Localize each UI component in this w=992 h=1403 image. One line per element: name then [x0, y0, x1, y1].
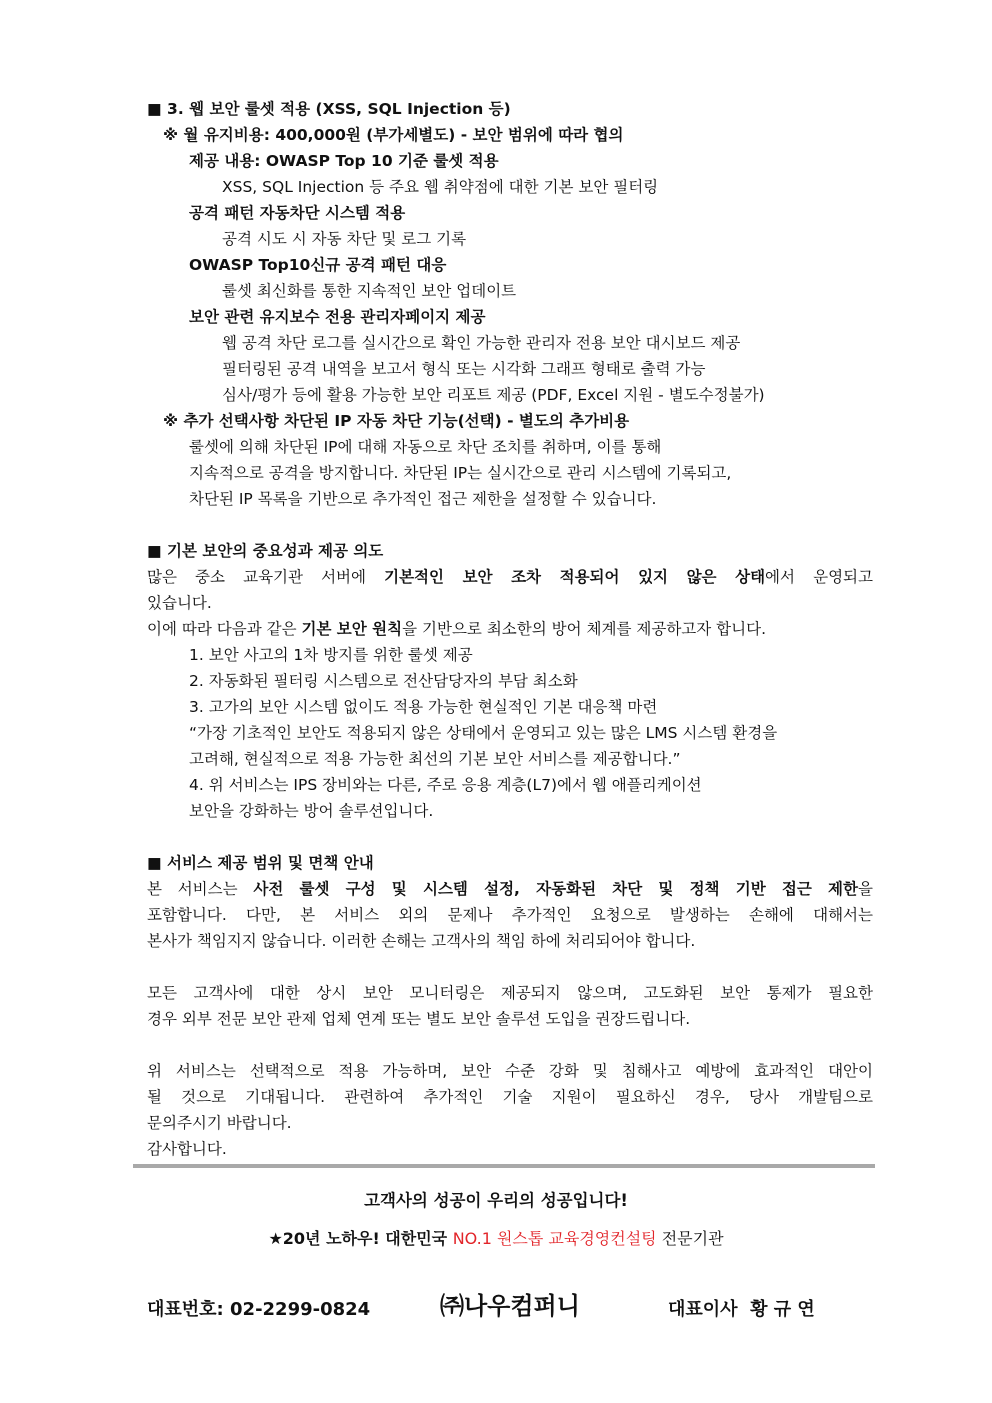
quote-line: 고려해, 현실적으로 적용 가능한 최선의 기본 보안 서비스를 제공합니다.”	[189, 750, 681, 768]
list-item: 3. 고가의 보안 시스템 없이도 적용 가능한 현실적인 기본 대응책 마련	[189, 698, 658, 716]
list-item: 4. 위 서비스는 IPS 장비와는 다른, 주로 응용 계층(L7)에서 웹 애플리케이션	[189, 776, 702, 794]
basic-security-heading: ■ 기본 보안의 중요성과 제공 의도	[147, 542, 384, 560]
item-title: OWASP Top10신규 공격 패턴 대응	[189, 256, 447, 274]
section-3-heading: ■ 3. 웹 보안 룰셋 적용 (XSS, SQL Injection 등)	[147, 100, 511, 118]
list-item: 1. 보안 사고의 1차 방지를 위한 룰셋 제공	[189, 646, 473, 664]
tagline: ★20년 노하우! 대한민국 NO.1 원스톱 교육경영컨설팅 전문기관	[268, 1229, 724, 1248]
service-scope-heading: ■ 서비스 제공 범위 및 면책 안내	[147, 854, 374, 872]
paragraph-line: 경우 외부 전문 보안 관제 업체 연계 또는 별도 보안 솔루션 도입을 권장드립니다.	[147, 1010, 691, 1028]
paragraph-line: 문의주시기 바랍니다.	[147, 1114, 292, 1132]
paragraph-line: 위 서비스는 선택적으로 적용 가능하며, 보안 수준 강화 및 침해사고 예방에 효과적인 대안이	[147, 1062, 873, 1080]
item-desc: XSS, SQL Injection 등 주요 웹 취약점에 대한 기본 보안 필터링	[222, 178, 659, 196]
quote-line: “가장 기초적인 보안도 적용되지 않은 상태에서 운영되고 있는 많은 LMS 시스템 환경을	[189, 724, 778, 742]
ceo-name: 대표이사 황 규 연	[668, 1299, 815, 1320]
item-title: 제공 내용: OWASP Top 10 기준 룰셋 적용	[189, 152, 499, 170]
paragraph-line: 본 서비스는 사전 룰셋 구성 및 시스템 설정, 자동화된 차단 및 정책 기반 접근 제한을	[147, 880, 873, 898]
item-desc: 웹 공격 차단 로그를 실시간으로 확인 가능한 관리자 전용 보안 대시보드 제공	[222, 334, 741, 352]
paragraph-line: 이에 따라 다음과 같은 기본 보안 원칙을 기반으로 최소한의 방어 체계를 제공하고자 합니다.	[147, 620, 767, 638]
paragraph-line: 포함합니다. 다만, 본 서비스 외의 문제나 추가적인 요청으로 발생하는 손해에 대해서는	[147, 906, 873, 924]
paragraph-line: 될 것으로 기대됩니다. 관련하여 추가적인 기술 지원이 필요하신 경우, 당사 개발팀으로	[147, 1088, 873, 1106]
monthly-cost-note: ※ 월 유지비용: 400,000원 (부가세별도) - 보안 범위에 따라 협의	[163, 126, 624, 144]
paragraph-line: 모든 고객사에 대한 상시 보안 모니터링은 제공되지 않으며, 고도화된 보안 통제가 필요한	[147, 984, 873, 1002]
phone-number: 대표번호: 02-2299-0824	[147, 1299, 371, 1320]
company-name: ㈜나우컴퍼니	[440, 1292, 580, 1320]
item-desc: 룰셋 최신화를 통한 지속적인 보안 업데이트	[222, 282, 517, 300]
slogan: 고객사의 성공이 우리의 성공입니다!	[364, 1191, 628, 1210]
note-line: 지속적으로 공격을 방지합니다. 차단된 IP는 실시간으로 관리 시스템에 기록되고,	[189, 464, 732, 482]
list-item: 보안을 강화하는 방어 솔루션입니다.	[189, 802, 434, 820]
paragraph-line: 있습니다.	[147, 594, 212, 612]
item-desc: 필터링된 공격 내역을 보고서 형식 또는 시각화 그래프 형태로 출력 가능	[222, 360, 706, 378]
note-line: 차단된 IP 목록을 기반으로 추가적인 접근 제한을 설정할 수 있습니다.	[189, 490, 657, 508]
paragraph-line: 본사가 책임지지 않습니다. 이러한 손해는 고객사의 책임 하에 처리되어야 합니다.	[147, 932, 696, 950]
item-title: 공격 패턴 자동차단 시스템 적용	[189, 204, 406, 222]
closing-thanks: 감사합니다.	[147, 1140, 227, 1158]
divider	[133, 1164, 875, 1168]
note-line: 룰셋에 의해 차단된 IP에 대해 자동으로 차단 조치를 취하며, 이를 통해	[189, 438, 662, 456]
optional-ip-block-note: ※ 추가 선택사항 차단된 IP 자동 차단 기능(선택) - 별도의 추가비용	[163, 412, 630, 430]
paragraph-line: 많은 중소 교육기관 서버에 기본적인 보안 조차 적용되어 있지 않은 상태에서 운영되고	[147, 568, 873, 586]
item-title: 보안 관련 유지보수 전용 관리자페이지 제공	[189, 308, 486, 326]
list-item: 2. 자동화된 필터링 시스템으로 전산담당자의 부담 최소화	[189, 672, 578, 690]
item-desc: 공격 시도 시 자동 차단 및 로그 기록	[222, 230, 467, 248]
item-desc: 심사/평가 등에 활용 가능한 보안 리포트 제공 (PDF, Excel 지원 - 별도수정불가)	[222, 386, 765, 404]
